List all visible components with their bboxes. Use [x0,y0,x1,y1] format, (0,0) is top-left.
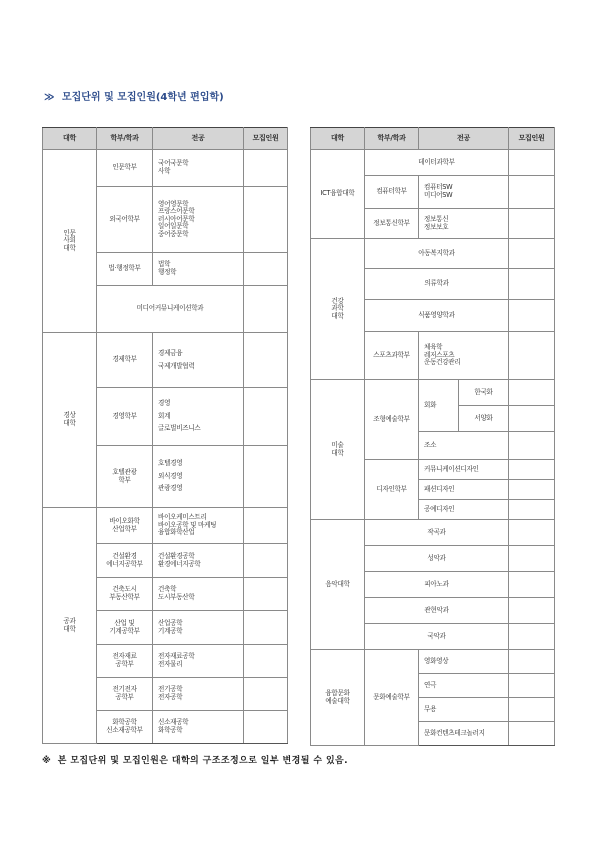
major-cell: 커뮤니케이션디자인 [419,460,509,480]
dept-cs: 컴퓨터학부 [365,176,419,209]
major-korean-painting: 한국화 [459,380,509,406]
quota-cell [244,286,288,333]
major-cell: 호텔경영 외식경영 관광경영 [153,446,244,508]
quota-cell [244,645,288,678]
major-cell: 국어국문학 사학 [153,150,244,187]
dept-info: 정보통신학부 [365,209,419,239]
dept-bio: 바이오화학 산업학부 [97,508,153,544]
quota-cell [509,300,555,332]
major-painting: 회화 [419,380,459,432]
major-cell: 산업공학 기계공학 [153,611,244,645]
dept-econ: 경제학부 [97,333,153,388]
quota-cell [509,546,555,572]
dept-humanities: 인문학부 [97,150,153,187]
quota-cell [509,572,555,598]
page-title-text: 모집단위 및 모집인원(4학년 편입학) [61,92,224,103]
quota-cell [509,150,555,176]
quota-cell [244,388,288,446]
major-cell: 패션디자인 [419,480,509,500]
quota-cell [244,508,288,544]
college-ict: ICT융합대학 [311,150,365,239]
table-row [311,150,555,176]
quota-cell [509,432,555,460]
double-chevron-icon: ≫ [44,92,55,103]
dept-child: 아동복지학과 [365,239,509,269]
dept-orchestra: 관현악과 [365,598,509,624]
quota-cell [244,253,288,286]
major-cell: 공예디자인 [419,500,509,520]
quota-cell [509,380,555,406]
quota-cell [244,544,288,578]
footnote-text: 본 모집단위 및 모집인원은 대학의 구조조정으로 일부 변경될 수 있음. [57,756,348,766]
major-cell: 신소재공학 화학공학 [153,711,244,744]
quota-cell [244,333,288,388]
major-cell: 경영 회계 글로벌비즈니스 [153,388,244,446]
table-row [43,333,288,388]
major-cell: 문화컨텐츠테크놀러지 [419,722,509,746]
major-cell: 바이오케미스트리 바이오공학 및 마케팅 융합화학산업 [153,508,244,544]
header-quota: 모집인원 [244,128,288,150]
dept-env: 건설환경 에너지공학부 [97,544,153,578]
quota-cell [509,674,555,698]
dept-food: 식품영양학과 [365,300,509,332]
quota-cell [509,460,555,480]
quota-cell [509,480,555,500]
major-cell: 체육학 레저스포츠 운동건강관리 [419,332,509,380]
dept-korean-music: 국악과 [365,624,509,650]
dept-composition: 작곡과 [365,520,509,546]
college-music: 음악대학 [311,520,365,650]
major-sculpture: 조소 [419,432,509,460]
dept-chem: 화학공학 신소재공학부 [97,711,153,744]
header-college: 대학 [311,128,365,150]
header-college: 대학 [43,128,97,150]
reference-mark-icon: ※ [42,756,52,766]
major-cell: 전기공학 전자공학 [153,678,244,711]
college-health: 건강 과학 대학 [311,239,365,380]
major-cell: 컴퓨터SW 미디어SW [419,176,509,209]
footnote [42,753,348,766]
college-art: 미술 대학 [311,380,365,520]
header-dept: 학부/학과 [365,128,419,150]
dept-fine: 조형예술학부 [365,380,419,460]
header-major: 전공 [419,128,509,150]
quota-cell [244,446,288,508]
table-row [311,239,555,269]
major-cell: 건축학 도시부동산학 [153,578,244,611]
dept-culture: 문화예술학부 [365,650,419,746]
right-table [310,127,555,746]
dept-piano: 피아노과 [365,572,509,598]
quota-cell [244,611,288,645]
dept-sports: 스포츠과학부 [365,332,419,380]
quota-cell [244,678,288,711]
college-business: 경상 대학 [43,333,97,508]
dept-data: 데이터과학부 [365,150,509,176]
dept-mat: 전자재료 공학부 [97,645,153,678]
quota-cell [244,711,288,744]
table-row [43,150,288,187]
table-header-row [311,128,555,150]
dept-media: 미디어커뮤니케이션학과 [97,286,244,333]
table-row [311,380,555,406]
dept-mgmt: 경영학부 [97,388,153,446]
major-cell: 전자재료공학 전자물리 [153,645,244,678]
dept-foreign: 외국어학부 [97,187,153,253]
quota-cell [509,698,555,722]
table-row [311,650,555,674]
dept-vocal: 성악과 [365,546,509,572]
quota-cell [509,624,555,650]
dept-law: 법·행정학부 [97,253,153,286]
page-title [44,88,224,103]
major-cell: 정보통신 정보보호 [419,209,509,239]
dept-hotel: 호텔관광 학부 [97,446,153,508]
header-dept: 학부/학과 [97,128,153,150]
quota-cell [509,722,555,746]
quota-cell [509,239,555,269]
dept-design: 디자인학부 [365,460,419,520]
dept-ind: 산업 및 기계공학부 [97,611,153,645]
college-culture: 융합문화 예술대학 [311,650,365,746]
college-engineering: 공과 대학 [43,508,97,744]
quota-cell [244,187,288,253]
major-cell: 무용 [419,698,509,722]
quota-cell [509,332,555,380]
major-cell: 영화영상 [419,650,509,674]
quota-cell [509,598,555,624]
quota-cell [509,176,555,209]
quota-cell [509,406,555,432]
major-cell: 건설환경공학 환경에너지공학 [153,544,244,578]
major-western-painting: 서양화 [459,406,509,432]
dept-clothing: 의류학과 [365,269,509,300]
table-header-row [43,128,288,150]
dept-arch: 건축도시 부동산학부 [97,578,153,611]
quota-cell [244,578,288,611]
header-major: 전공 [153,128,244,150]
header-quota: 모집인원 [509,128,555,150]
major-cell: 경제금융 국제개발협력 [153,333,244,388]
major-cell: 영어영문학 프랑스어문학 러시아어문학 일어일문학 중어중문학 [153,187,244,253]
quota-cell [509,650,555,674]
quota-cell [509,209,555,239]
quota-cell [509,500,555,520]
table-row [311,520,555,546]
quota-cell [509,520,555,546]
left-table [42,127,288,744]
major-cell: 법학 행정학 [153,253,244,286]
dept-elec: 전기전자 공학부 [97,678,153,711]
table-row [43,508,288,544]
quota-cell [244,150,288,187]
quota-cell [509,269,555,300]
major-cell: 연극 [419,674,509,698]
college-humanities: 인문 사회 대학 [43,150,97,333]
